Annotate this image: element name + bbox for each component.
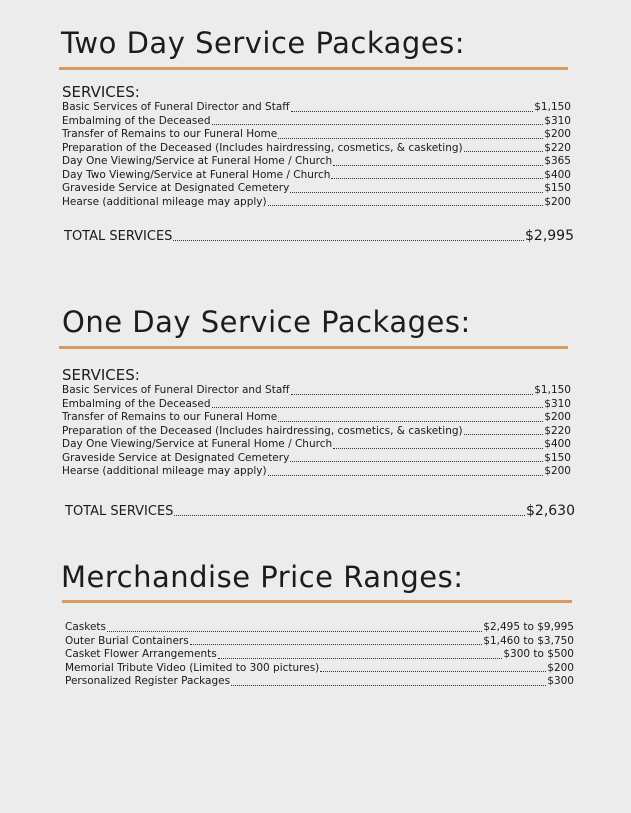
dot-leader — [333, 164, 543, 166]
price-list-item — [65, 648, 574, 662]
price-list-item — [65, 675, 574, 689]
item-price: $365 — [544, 155, 571, 167]
item-label: Casket Flower Arrangements — [65, 648, 217, 660]
price-list-item — [65, 662, 574, 676]
two-day-divider — [59, 67, 568, 70]
item-label: Personalized Register Packages — [65, 675, 231, 687]
dot-leader — [268, 474, 544, 476]
item-price: $1,460 to $3,750 — [483, 634, 574, 647]
one-day-total-row — [65, 503, 575, 519]
two-day-services-label: SERVICES: — [62, 83, 140, 101]
item-price: $1,150 — [534, 101, 571, 113]
two-day-total-row — [64, 228, 574, 244]
item-label: Caskets — [65, 621, 106, 633]
one-day-heading: One Day Service Packages: — [62, 305, 471, 339]
item-label: Hearse (additional mileage may apply) — [62, 465, 267, 477]
item-price: $300 to $500 — [503, 648, 574, 660]
price-list-item — [62, 196, 571, 210]
item-price: $310 — [544, 114, 571, 127]
price-list-item — [65, 635, 574, 649]
total-label: TOTAL SERVICES — [64, 229, 173, 244]
price-list-item — [62, 384, 571, 398]
price-list-item — [62, 128, 571, 142]
item-label: Basic Services of Funeral Director and Staff — [62, 384, 290, 396]
item-label: Memorial Tribute Video (Limited to 300 pictures) — [65, 661, 320, 674]
item-price: $220 — [544, 141, 571, 154]
dot-leader — [290, 191, 543, 193]
item-label: Day Two Viewing/Service at Funeral Home / Church — [62, 168, 331, 181]
dot-leader — [212, 406, 544, 408]
price-list-item — [62, 142, 571, 156]
price-list-item — [62, 425, 571, 439]
price-list-item — [62, 465, 571, 479]
dot-leader — [333, 447, 543, 449]
price-list-item — [62, 101, 571, 115]
dot-leader — [218, 657, 503, 659]
item-price: $150 — [544, 451, 571, 464]
one-day-services-list — [62, 384, 571, 479]
dot-leader — [231, 684, 546, 686]
total-price: $2,630 — [526, 503, 575, 519]
price-list-item — [62, 438, 571, 452]
price-list-item — [62, 411, 571, 425]
item-label: Transfer of Remains to our Funeral Home — [62, 411, 278, 423]
price-list-item — [62, 155, 571, 169]
item-label: Embalming of the Deceased — [62, 114, 211, 127]
total-price: $2,995 — [525, 228, 574, 244]
dot-leader — [107, 630, 482, 632]
item-label: Preparation of the Deceased (Includes hairdressing, cosmetics, & casketing) — [62, 141, 463, 154]
item-price: $150 — [544, 182, 571, 194]
price-list-item — [62, 182, 571, 196]
dot-leader — [268, 204, 544, 206]
dot-leader — [190, 643, 483, 645]
dot-leader — [278, 137, 543, 139]
item-price: $1,150 — [534, 384, 571, 396]
item-label: Basic Services of Funeral Director and Staff — [62, 101, 290, 113]
dot-leader — [331, 177, 543, 179]
item-price: $200 — [544, 411, 571, 423]
one-day-services-label: SERVICES: — [62, 366, 140, 384]
price-list-item — [62, 398, 571, 412]
item-price: $400 — [544, 168, 571, 181]
item-label: Day One Viewing/Service at Funeral Home / Church — [62, 155, 333, 167]
dot-leader — [464, 433, 544, 435]
item-price: $300 — [547, 675, 574, 687]
item-label: Transfer of Remains to our Funeral Home — [62, 128, 278, 140]
merchandise-heading: Merchandise Price Ranges: — [61, 560, 464, 594]
item-label: Day One Viewing/Service at Funeral Home / Church — [62, 438, 333, 450]
item-price: $200 — [544, 195, 571, 208]
merchandise-list — [65, 621, 574, 689]
total-label: TOTAL SERVICES — [65, 504, 174, 519]
item-label: Graveside Service at Designated Cemetery — [62, 182, 290, 194]
item-price: $400 — [544, 438, 571, 450]
item-label: Preparation of the Deceased (Includes hairdressing, cosmetics, & casketing) — [62, 424, 463, 437]
dot-leader — [291, 110, 534, 112]
dot-leader — [173, 239, 524, 241]
dot-leader — [290, 460, 543, 462]
item-price: $310 — [544, 397, 571, 410]
two-day-heading: Two Day Service Packages: — [61, 26, 466, 60]
dot-leader — [464, 150, 544, 152]
dot-leader — [174, 514, 525, 516]
dot-leader — [212, 123, 544, 125]
price-list-item — [62, 115, 571, 129]
item-price: $200 — [547, 661, 574, 674]
price-list-item — [62, 452, 571, 466]
item-price: $200 — [544, 465, 571, 477]
item-label: Hearse (additional mileage may apply) — [62, 195, 267, 208]
price-list-item — [62, 169, 571, 183]
item-label: Outer Burial Containers — [65, 634, 189, 647]
item-price: $200 — [544, 128, 571, 140]
merchandise-divider — [62, 600, 572, 603]
dot-leader — [320, 670, 546, 672]
two-day-services-list — [62, 101, 571, 209]
item-label: Graveside Service at Designated Cemetery — [62, 451, 290, 464]
item-price: $2,495 to $9,995 — [483, 621, 574, 633]
price-list-item — [65, 621, 574, 635]
item-label: Embalming of the Deceased — [62, 397, 211, 410]
one-day-divider — [59, 346, 568, 349]
dot-leader — [291, 393, 534, 395]
dot-leader — [278, 420, 543, 422]
item-price: $220 — [544, 424, 571, 437]
